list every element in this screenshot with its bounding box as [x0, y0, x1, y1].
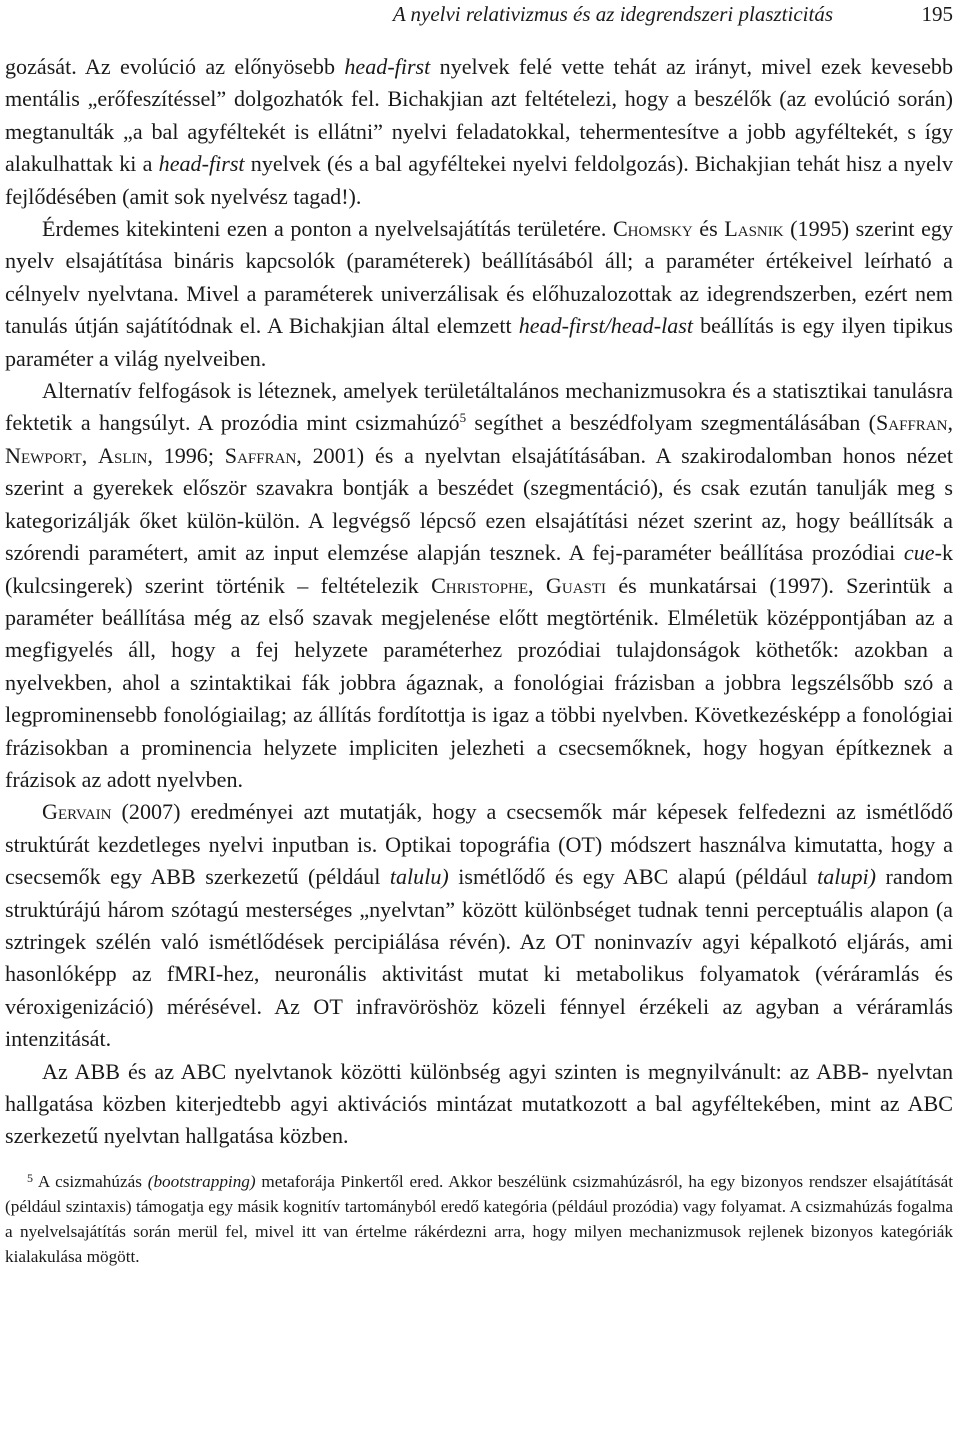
- author-name: Aslin: [98, 442, 148, 468]
- paragraph-2: [5, 213, 953, 375]
- italic-term: head-first: [344, 54, 431, 79]
- footnote-number: 5: [27, 1170, 33, 1185]
- italic-term: talupi): [817, 864, 877, 890]
- text-run: nyelvek (és a bal agyféltekei nyelvi feldolgozás). Bichakjian tehát hisz a nyelv fejlődésében (amit sok nyelvész tagad!).: [5, 151, 953, 209]
- author-name: Saffran: [875, 410, 948, 436]
- author-name: Saffran: [224, 442, 297, 468]
- author-name: Chomsky: [612, 216, 693, 242]
- text-run: ,: [528, 572, 546, 598]
- text-run: ,: [947, 410, 953, 436]
- text-run: random struktúrájú három szótagú mesterséges „nyelvtan” között különbséget tudnak tenni perceptuális alapon (a sztringek szélén való ismétlődések percipiálása révén). Az OT noninvazív agyi képalkotó eljárás, ami hasonlóképp az fMRI-hez, neuronális aktivitást mutat ki metabolikus folyamatok (véráramlás és véroxigenizáció) mérésével. Az OT infravöröshöz közeli fénnyel érzékeli az agyban a véráramlás intenzitását.: [5, 864, 953, 1052]
- author-name: Christophe: [431, 572, 529, 598]
- italic-term: (bootstrapping): [147, 1171, 256, 1191]
- text-run: ismétlődő és egy ABC alapú (például: [448, 864, 818, 890]
- author-name: Lasnik: [724, 216, 784, 242]
- page: [5, 0, 953, 1269]
- text-run: metaforája Pinkertől ered. Akkor beszélünk csizmahúzásról, ha egy bizonyos rendszer elsajátítását (például szintaxis) támogatja egy másik kognitív tartományból eredő kategória (például prozódia) vagy folyamat. A csizmahúzás fogalma a nyelvelsajátítás során merül fel, mivel itt van értelme rákérdezni arra, hogy milyen mechanizmusok rejlenek bizonyos kategóriák kialakulása mögött.: [5, 1171, 953, 1266]
- author-name: Newport: [5, 442, 82, 468]
- text-run: Érdemes kitekinteni ezen a ponton a nyelvelsajátítás területére.: [42, 216, 613, 242]
- italic-term: talulu): [389, 864, 449, 890]
- italic-term: cue: [903, 540, 935, 566]
- text-run: beállítás is egy ilyen tipikus paraméter a világ nyelveiben.: [5, 313, 953, 371]
- author-name: Gervain: [42, 799, 112, 825]
- italic-term: head-first/head-last: [518, 313, 693, 339]
- paragraph-5: [5, 1056, 953, 1153]
- footnote: [5, 1169, 953, 1269]
- text-run: , 1996;: [147, 442, 225, 468]
- author-name: Guasti: [545, 572, 607, 598]
- page-number: 195: [921, 2, 953, 26]
- text-run: (2007) eredményei azt mutatják, hogy a csecsemők már képesek felfedezni az ismétlődő struktúrát kezdetleges nyelvi inputban is. Optikai topográfia (OT) módszert használva kimutatta, hogy a csecsemők egy ABB szerkezetű (például: [5, 799, 953, 890]
- text-run: és munkatársai (1997). Szerintük a paraméter beállítása még az első szavak megjelenése előtt megtörténik. Elméletük középpontjában az a megfigyelés áll, hogy a fej helyzete paraméterhez prozódiai tulajdonságok köthetők: azokban a nyelvekben, ahol a szintaktikai fák jobbra ágaznak, a fonológiai frázisban a jobbra legszélsőbb szó a legprominensebb fonológiailag; az állítás fordítottja is igaz a többi nyelvben. Következésképp a fonológiai frázisokban a prominencia helyzete impliciten jelezheti a csecsemőknek, hogy hogyan építkeznek a frázisok az adott nyelvben.: [5, 572, 953, 792]
- paragraph-1: [5, 51, 953, 213]
- body-text: [5, 51, 953, 1153]
- text-run: -k (kulcsingerek) szerint történik – feltételezik: [5, 540, 953, 598]
- text-run: és: [692, 216, 725, 242]
- text-run: , 2001) és a nyelvtan elsajátításában. A szakirodalomban honos nézet szerint a gyerekek először szavakra bontják a beszédet (szegmentáció), és csak ezután tanulják meg s kategorizálják őket külön-külön. A legvégső lépcső ezen elsajátítási nézet szerint az, hogy beállítsák a szórendi paramétert, amit az input elemzése alapján tesznek. A fej-paraméter beállítása prozódiai: [5, 442, 953, 566]
- running-title: A nyelvi relativizmus és az idegrendszeri plaszticitás: [392, 2, 833, 26]
- text-run: A csizmahúzás: [33, 1171, 148, 1191]
- paragraph-3: [5, 375, 953, 796]
- footnote-reference[interactable]: 5: [459, 410, 467, 426]
- paragraph-4: [5, 796, 953, 1055]
- text-run: (1995) szerint egy nyelv elsajátítása bináris kapcsolók (paraméterek) beállításából áll; a paraméter értékeivel leírható a célnyelv nyelvtana. Mivel a paraméterek univerzálisak és előhuzalozottak az idegrendszerben, ezért nem tanulás útján sajátítódnak el. A Bichakjian által elemzett: [5, 216, 954, 339]
- footnote-5: [5, 1169, 953, 1269]
- running-header: [5, 2, 953, 32]
- text-run: Az ABB és az ABC nyelvtanok közötti különbség agyi szinten is megnyilvánult: az ABB- nyelvtan hallgatása közben kiterjedtebb agyi aktivációs mintázat mutatkozott a bal agyféltekében, mint az ABC szerkezetű nyelvtan hallgatása közben.: [5, 1058, 953, 1149]
- text-run: Alternatív felfogások is léteznek, amelyek területáltalános mechanizmusokra és a statisztikai tanulásra fektetik a hangsúlyt. A prozódia mint csizmahúzó: [5, 378, 953, 436]
- italic-term: head-first: [158, 151, 245, 177]
- text-run: ,: [81, 442, 99, 468]
- text-run: gozását. Az evolúció az előnyösebb: [5, 54, 345, 79]
- text-run: nyelvek felé vette tehát az irányt, mivel ezek kevesebb mentális „erőfeszítéssel” dolgozhatók fel. Bichakjian azt feltételezi, hogy a beszélők (az evolúció során) megtanulták „a bal agyféltekét is ellátni” nyelvi feladatokkal, tehermentesítve a jobb agyféltekét, s így alakulhattak ki a: [5, 54, 953, 177]
- text-run: segíthet a beszédfolyam szegmentálásában (: [466, 410, 876, 436]
